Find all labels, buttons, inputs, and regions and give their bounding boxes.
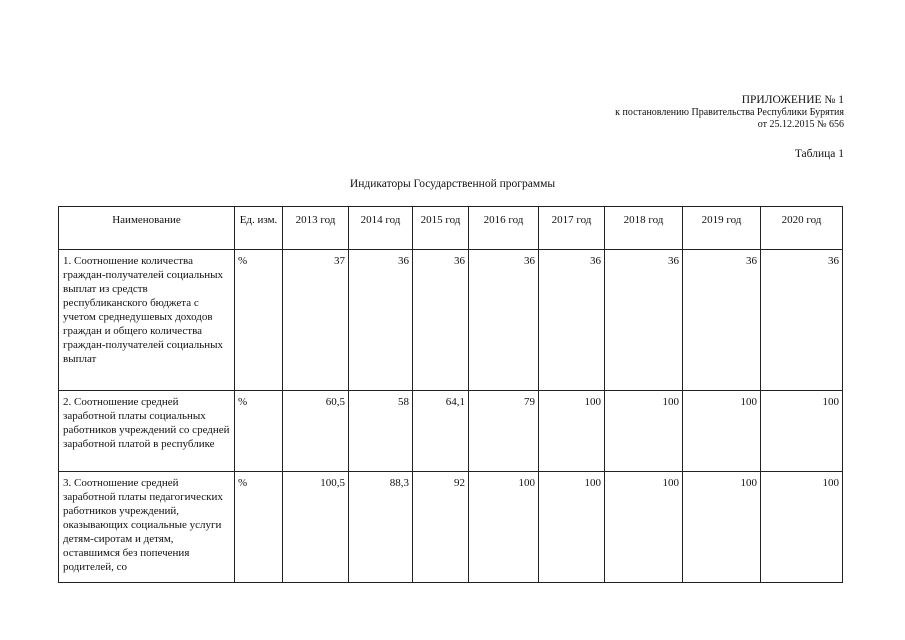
header-year-2019: 2019 год [683,207,761,250]
appendix-resolution-line: к постановлению Правительства Республики Бурятия [615,107,844,118]
row-value: 36 [605,250,683,391]
row-name: 3. Соотношение средней заработной платы педагогических работников учреждений, оказывающих социальные услуги детям-сиротам и детям, оставшимся без попечения родителей, со [59,472,235,583]
row-value: 36 [413,250,469,391]
row-value: 100 [761,391,843,472]
row-value: 36 [761,250,843,391]
header-year-2014: 2014 год [349,207,413,250]
row-value: 60,5 [283,391,349,472]
appendix-header [615,94,844,131]
header-name: Наименование [59,207,235,250]
appendix-title: ПРИЛОЖЕНИЕ № 1 [741,94,844,106]
header-year-2020: 2020 год [761,207,843,250]
header-year-2015: 2015 год [413,207,469,250]
row-value: 36 [539,250,605,391]
header-year-2016: 2016 год [469,207,539,250]
row-value: 100 [683,391,761,472]
row-name: 1. Соотношение количества граждан-получателей социальных выплат из средств республиканского бюджета с учетом среднедушевых доходов граждан и общего количества граждан-получателей социальных выплат [59,250,235,391]
header-unit: Ед. изм. [235,207,283,250]
row-value: 100 [469,472,539,583]
header-year-2017: 2017 год [539,207,605,250]
row-value: 37 [283,250,349,391]
header-year-2013: 2013 год [283,207,349,250]
row-unit: % [235,250,283,391]
row-value: 79 [469,391,539,472]
row-value: 100 [605,391,683,472]
row-value: 100 [761,472,843,583]
row-value: 36 [469,250,539,391]
table-row [59,472,843,583]
row-value: 64,1 [413,391,469,472]
appendix-date-line: от 25.12.2015 № 656 [757,119,844,130]
row-value: 100 [605,472,683,583]
row-value: 92 [413,472,469,583]
table-row [59,250,843,391]
row-value: 100,5 [283,472,349,583]
table-number-label: Таблица 1 [794,148,844,160]
table-header-row [59,207,843,250]
row-value: 58 [349,391,413,472]
row-value: 100 [683,472,761,583]
table-caption: Индикаторы Государственной программы [349,178,556,190]
row-value: 88,3 [349,472,413,583]
row-value: 100 [539,391,605,472]
table-row [59,391,843,472]
row-name: 2. Соотношение средней заработной платы социальных работников учреждений со средней заработной платой в республике [59,391,235,472]
row-value: 36 [683,250,761,391]
header-year-2018: 2018 год [605,207,683,250]
row-value: 100 [539,472,605,583]
indicators-table [58,206,843,583]
row-unit: % [235,391,283,472]
row-value: 36 [349,250,413,391]
row-unit: % [235,472,283,583]
